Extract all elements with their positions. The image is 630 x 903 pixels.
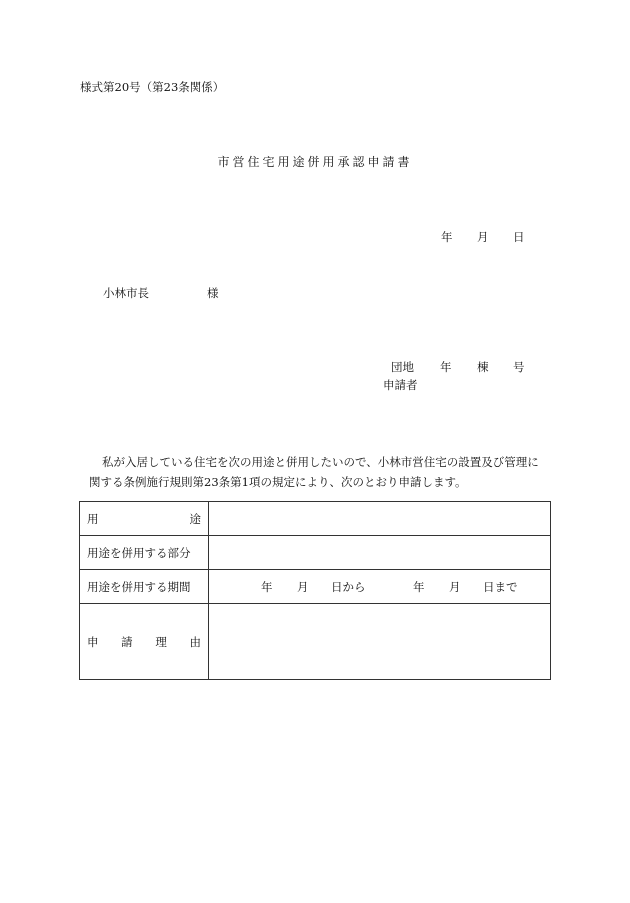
- use-label-char: 用: [87, 511, 99, 526]
- date-day: 日: [513, 230, 525, 244]
- housing-building: 棟: [477, 360, 489, 374]
- table-row-period: [80, 570, 551, 604]
- application-statement: [89, 452, 559, 492]
- applicant-label: 申請者: [383, 378, 418, 392]
- reason-label-char: 申: [87, 634, 99, 649]
- date-year: 年: [441, 230, 453, 244]
- period-label: 用途を併用する期間: [80, 570, 209, 604]
- reason-label-char: 請: [121, 634, 133, 649]
- statement-line-2: 関する条例施行規則第23条第1項の規定により、次のとおり申請します。: [89, 475, 467, 489]
- period-field[interactable]: [209, 570, 551, 604]
- addressee-name: 小林市長: [103, 286, 149, 300]
- period-to-month: 月: [449, 579, 461, 594]
- application-date: [441, 232, 525, 244]
- reason-field[interactable]: [209, 604, 551, 680]
- statement-line-1: 私が入居している住宅を次の用途と併用したいので、小林市営住宅の設置及び管理に: [102, 455, 539, 469]
- date-month: 月: [477, 230, 489, 244]
- period-to-year: 年: [413, 579, 425, 594]
- addressee-honorific: 様: [207, 286, 219, 300]
- period-from-month: 月: [297, 579, 309, 594]
- period-from-day: 日から: [331, 579, 366, 594]
- reason-label-char: 由: [189, 634, 201, 649]
- part-field[interactable]: [209, 536, 551, 570]
- document-title: 市営住宅用途併用承認申請書: [217, 155, 413, 169]
- reason-label: [80, 604, 209, 680]
- form-number: 様式第20号（第23条関係）: [80, 80, 225, 94]
- housing-year: 年: [440, 360, 452, 374]
- housing-address: [391, 362, 525, 374]
- housing-danchi: 団地: [391, 360, 414, 374]
- period-to-day: 日まで: [483, 579, 518, 594]
- use-field[interactable]: [209, 502, 551, 536]
- reason-label-char: 理: [155, 634, 167, 649]
- period-from-year: 年: [261, 579, 273, 594]
- application-table: [79, 501, 551, 680]
- table-row-use: [80, 502, 551, 536]
- housing-number: 号: [513, 360, 525, 374]
- table-row-part: [80, 536, 551, 570]
- addressee: [103, 288, 219, 300]
- table-row-reason: [80, 604, 551, 680]
- use-label: [80, 502, 209, 536]
- use-label-char: 途: [189, 511, 201, 526]
- part-label: 用途を併用する部分: [80, 536, 209, 570]
